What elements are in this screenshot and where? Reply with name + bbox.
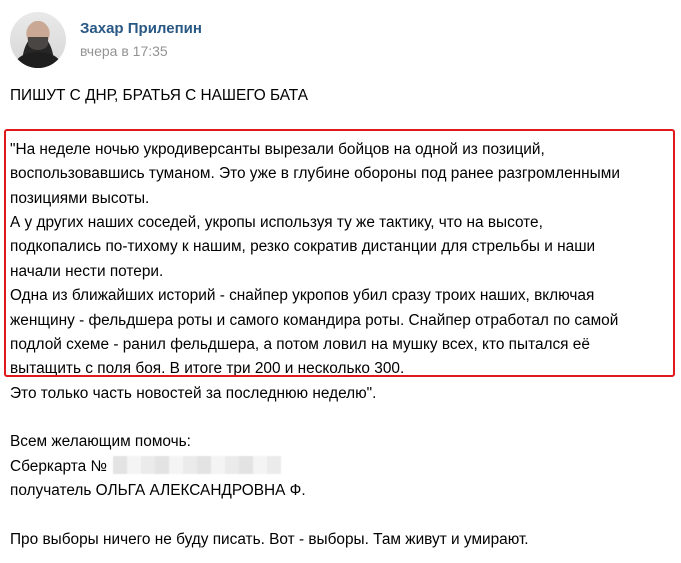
recipient-line: получатель ОЛЬГА АЛЕКСАНДРОВНА Ф. [10, 482, 306, 500]
quote-line: "На неделе ночью укродиверсанты вырезали бойцов на одной из позиций, [10, 140, 545, 158]
post-time-link[interactable]: вчера в 17:35 [80, 43, 168, 59]
blank-line [10, 108, 675, 132]
quote-tail: Это только часть новостей за последнюю неделю". [10, 384, 377, 402]
quoted-message [10, 138, 675, 382]
avatar-shoulders [15, 52, 61, 68]
post-body [10, 84, 675, 552]
quote-line: женщину - фельдшера роты и самого командира роты. Снайпер отработал по самой [10, 311, 619, 329]
blank-line [10, 504, 675, 528]
quote-line: позициями высоты. [10, 189, 150, 207]
closing-line: Про выборы ничего не буду писать. Вот - выборы. Там живут и умирают. [10, 531, 529, 549]
author-avatar[interactable] [10, 12, 66, 68]
quote-line: подлой схеме - ранил фельдшера, а потом ловил на мушку всех, кто пытался её [10, 335, 590, 353]
card-label: Сберкарта № [10, 457, 107, 475]
blank-line [10, 406, 675, 430]
quote-line: А у других наших соседей, укропы используя ту же тактику, что на высоте, [10, 213, 543, 231]
author-name-link[interactable]: Захар Прилепин [80, 20, 202, 37]
quote-line: начали нести потери. [10, 262, 164, 280]
blurred-card-number [113, 456, 281, 474]
author-block [80, 20, 202, 60]
quote-line: воспользовавшись туманом. Это уже в глубине обороны под ранее разгромленными [10, 165, 620, 183]
quote-line: подкопались по-тихому к нашим, резко сократив дистанции для стрельбы и наши [10, 238, 596, 256]
card-line [10, 455, 675, 479]
avatar-beard [28, 37, 48, 50]
quote-line: вытащить с поля боя. В итоге три 200 и несколько 300. [10, 360, 405, 378]
quote-line: Одна из ближайших историй - снайпер укропов убил сразу троих наших, включая [10, 287, 595, 305]
post-headline: ПИШУТ С ДНР, БРАТЬЯ С НАШЕГО БАТА [10, 87, 308, 104]
help-title: Всем желающим помочь: [10, 433, 191, 451]
post-header [10, 12, 202, 68]
